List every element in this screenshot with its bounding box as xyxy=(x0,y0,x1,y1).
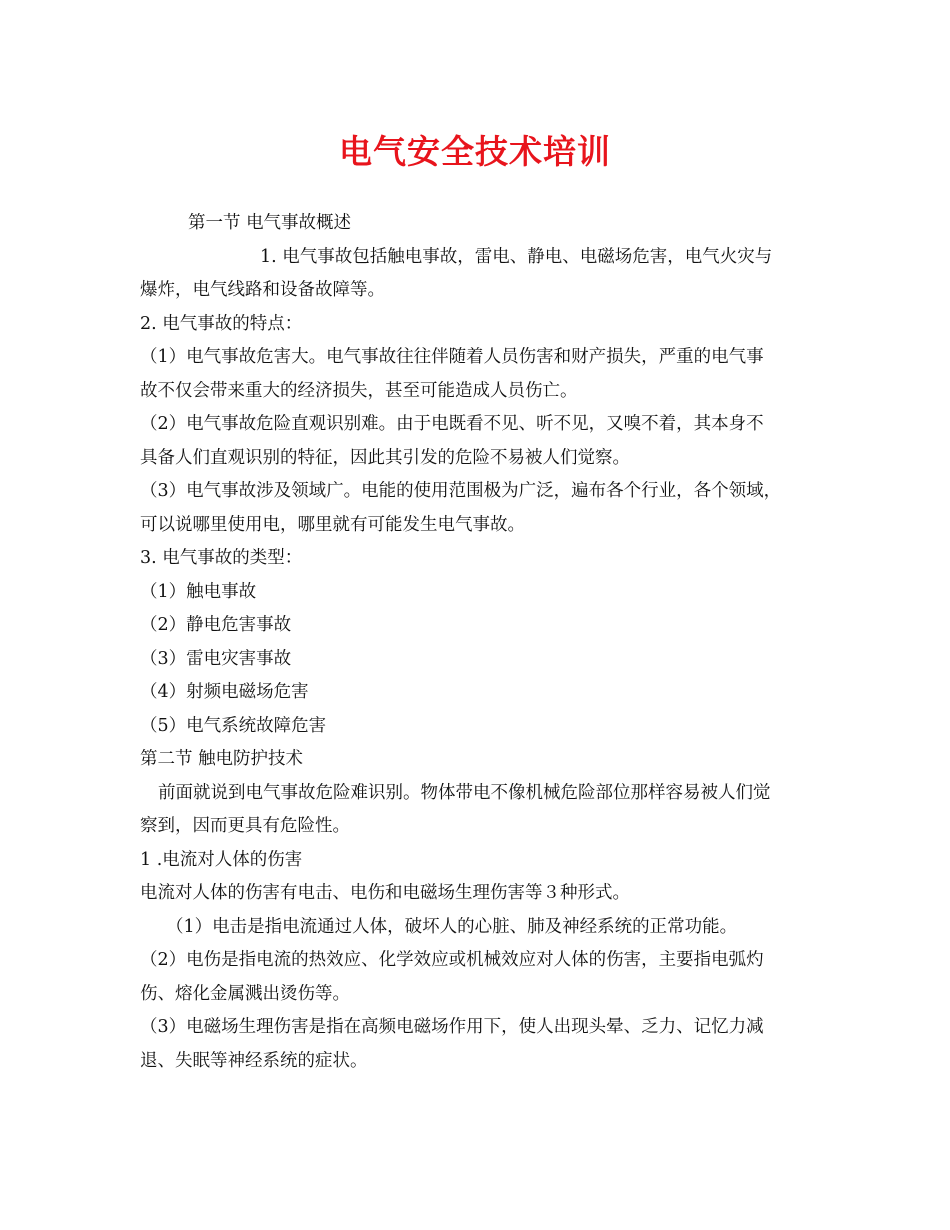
paragraph-line: （1）电击是指电流通过人体，破坏人的心脏、肺及神经系统的正常功能。 xyxy=(166,916,738,937)
subheading: 1 .电流对人体的伤害 xyxy=(140,849,303,870)
paragraph-line: （1）电气事故危害大。电气事故往往伴随着人员伤害和财产损失，严重的电气事 xyxy=(140,347,764,367)
list-item: （4）射频电磁场危害 xyxy=(140,682,309,702)
paragraph-line: 1. 电气事故包括触电事故，雷电、静电、电磁场危害，电气火灾与 xyxy=(260,246,773,267)
list-item: （1）触电事故 xyxy=(140,581,257,602)
paragraph-line: 故不仅会带来重大的经济损失，甚至可能造成人员伤亡。 xyxy=(140,380,578,401)
paragraph-line: （2）电伤是指电流的热效应、化学效应或机械效应对人体的伤害，主要指电弧灼 xyxy=(140,950,764,970)
list-item: （2）静电危害事故 xyxy=(140,615,292,635)
section-heading: 第二节 触电防护技术 xyxy=(140,749,304,769)
paragraph-line: （3）电气事故涉及领域广。电能的使用范围极为广泛，遍布各个行业，各个领域， xyxy=(140,481,782,501)
paragraph-line: 可以说哪里使用电，哪里就有可能发生电气事故。 xyxy=(140,514,525,535)
list-item: （5）电气系统故障危害 xyxy=(140,715,327,736)
paragraph-line: 3. 电气事故的类型： xyxy=(140,548,303,568)
paragraph-line: （3）电磁场生理伤害是指在高频电磁场作用下，使人出现头晕、乏力、记忆力减 xyxy=(140,1017,764,1037)
list-item: （3）雷电灾害事故 xyxy=(140,648,292,669)
paragraph-line: 电流对人体的伤害有电击、电伤和电磁场生理伤害等３种形式。 xyxy=(140,883,630,903)
paragraph-line: 察到，因而更具有危险性。 xyxy=(140,816,350,836)
paragraph-line: 前面就说到电气事故危险难识别。物体带电不像机械危险部位那样容易被人们觉 xyxy=(158,782,771,803)
section-heading: 第一节 电气事故概述 xyxy=(188,213,352,233)
paragraph-line: （2）电气事故危险直观识别难。由于电既看不见、听不见，又嗅不着，其本身不 xyxy=(140,414,764,434)
paragraph-line: 2. 电气事故的特点： xyxy=(140,313,303,334)
paragraph-line: 伤、熔化金属溅出烫伤等。 xyxy=(140,983,350,1004)
paragraph-line: 爆炸，电气线路和设备故障等。 xyxy=(140,280,385,300)
paragraph-line: 具备人们直观识别的特征，因此其引发的危险不易被人们觉察。 xyxy=(140,447,630,468)
document-title: 电气安全技术培训 xyxy=(339,132,611,171)
document-body xyxy=(140,207,830,1078)
paragraph-line: 退、失眠等神经系统的症状。 xyxy=(140,1050,368,1071)
